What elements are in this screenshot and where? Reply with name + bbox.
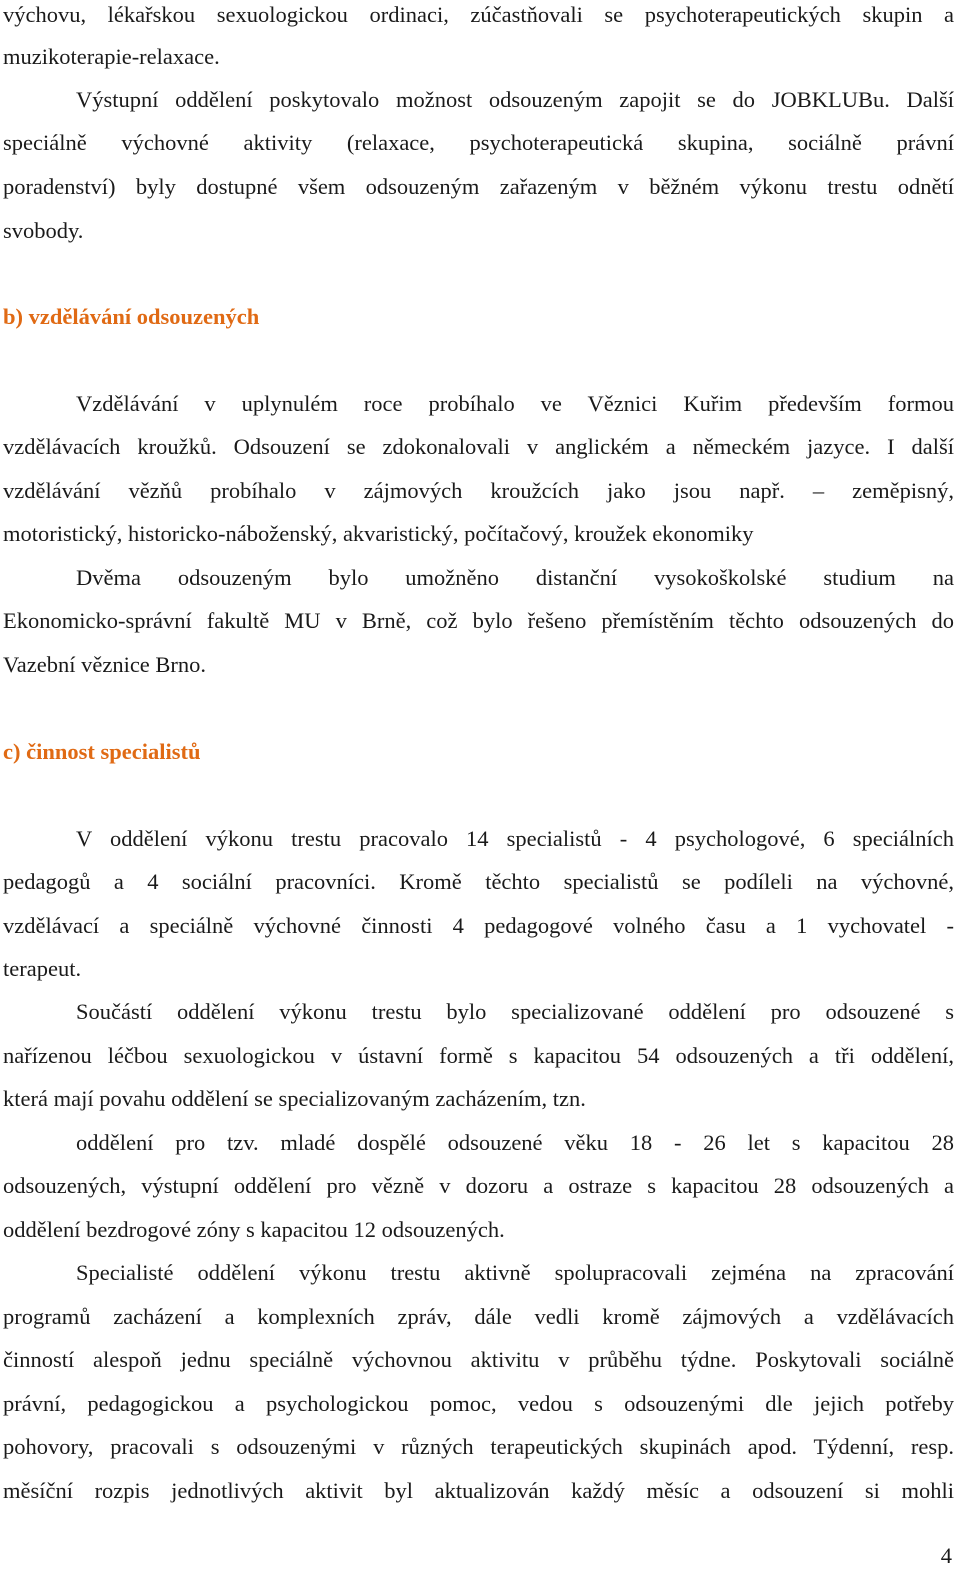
text-line: Ekonomicko-správní fakultě MU v Brně, což bylo řešeno přemístěním těchto odsouzených do	[3, 608, 954, 633]
text-line: která mají povahu oddělení se specializovaným zacházením, tzn.	[3, 1086, 586, 1111]
text-line: pohovory, pracovali s odsouzenými v různých terapeutických skupinách apod. Týdenní, resp.	[3, 1434, 954, 1459]
text-line: Specialisté oddělení výkonu trestu aktivně spolupracovali zejména na zpracování	[76, 1260, 954, 1285]
section-heading: c) činnost specialistů	[3, 739, 201, 764]
text-line: vzdělávání vězňů probíhalo v zájmových kroužcích jako jsou např. – zeměpisný,	[3, 478, 954, 503]
section-heading: b) vzdělávání odsouzených	[3, 304, 260, 329]
text-line: Vzdělávání v uplynulém roce probíhalo ve Věznici Kuřim především formou	[76, 391, 954, 416]
text-line: speciálně výchovné aktivity (relaxace, psychoterapeutická skupina, sociálně právní	[3, 130, 954, 155]
text-line: svobody.	[3, 218, 84, 243]
text-line: Součástí oddělení výkonu trestu bylo specializované oddělení pro odsouzené s	[76, 999, 954, 1024]
text-line: činností alespoň jednu speciálně výchovnou aktivitu v průběhu týdne. Poskytovali sociálně	[3, 1347, 954, 1372]
text-line: právní, pedagogickou a psychologickou pomoc, vedou s odsouzenými dle jejich potřeby	[3, 1391, 954, 1416]
text-line: nařízenou léčbou sexuologickou v ústavní formě s kapacitou 54 odsouzených a tři oddělení,	[3, 1043, 954, 1068]
text-line: poradenství) byly dostupné všem odsouzeným zařazeným v běžném výkonu trestu odnětí	[3, 174, 954, 199]
text-line: oddělení pro tzv. mladé dospělé odsouzené věku 18 - 26 let s kapacitou 28	[76, 1130, 954, 1155]
text-line: Vazební věznice Brno.	[3, 652, 207, 677]
text-line: odsouzených, výstupní oddělení pro vězně v dozoru a ostraze s kapacitou 28 odsouzených a	[3, 1173, 954, 1198]
text-line: pedagogů a 4 sociální pracovníci. Kromě těchto specialistů se podíleli na výchovné,	[3, 869, 954, 894]
page-number: 4	[940, 1543, 952, 1568]
text-line: vzdělávacích kroužků. Odsouzení se zdokonalovali v anglickém a německém jazyce. I další	[3, 434, 954, 459]
text-line: terapeut.	[3, 956, 82, 981]
text-line: Výstupní oddělení poskytovalo možnost odsouzeným zapojit se do JOBKLUBu. Další	[76, 87, 954, 112]
text-line: vzdělávací a speciálně výchovné činnosti 4 pedagogové volného času a 1 vychovatel -	[3, 913, 954, 938]
text-line: V oddělení výkonu trestu pracovalo 14 specialistů - 4 psychologové, 6 speciálních	[76, 826, 954, 851]
text-line: oddělení bezdrogové zóny s kapacitou 12 odsouzených.	[3, 1217, 505, 1242]
text-line: Dvěma odsouzeným bylo umožněno distanční vysokoškolské studium na	[76, 565, 954, 590]
text-line: muzikoterapie-relaxace.	[3, 44, 220, 69]
text-line: výchovu, lékařskou sexuologickou ordinaci, zúčastňovali se psychoterapeutických skupin a	[3, 2, 954, 27]
text-line: měsíční rozpis jednotlivých aktivit byl aktualizován každý měsíc a odsouzení si mohli	[3, 1478, 954, 1503]
text-line: programů zacházení a komplexních zpráv, dále vedli kromě zájmových a vzdělávacích	[3, 1304, 954, 1329]
text-line: motoristický, historicko-náboženský, akvaristický, počítačový, kroužek ekonomiky	[3, 521, 754, 546]
